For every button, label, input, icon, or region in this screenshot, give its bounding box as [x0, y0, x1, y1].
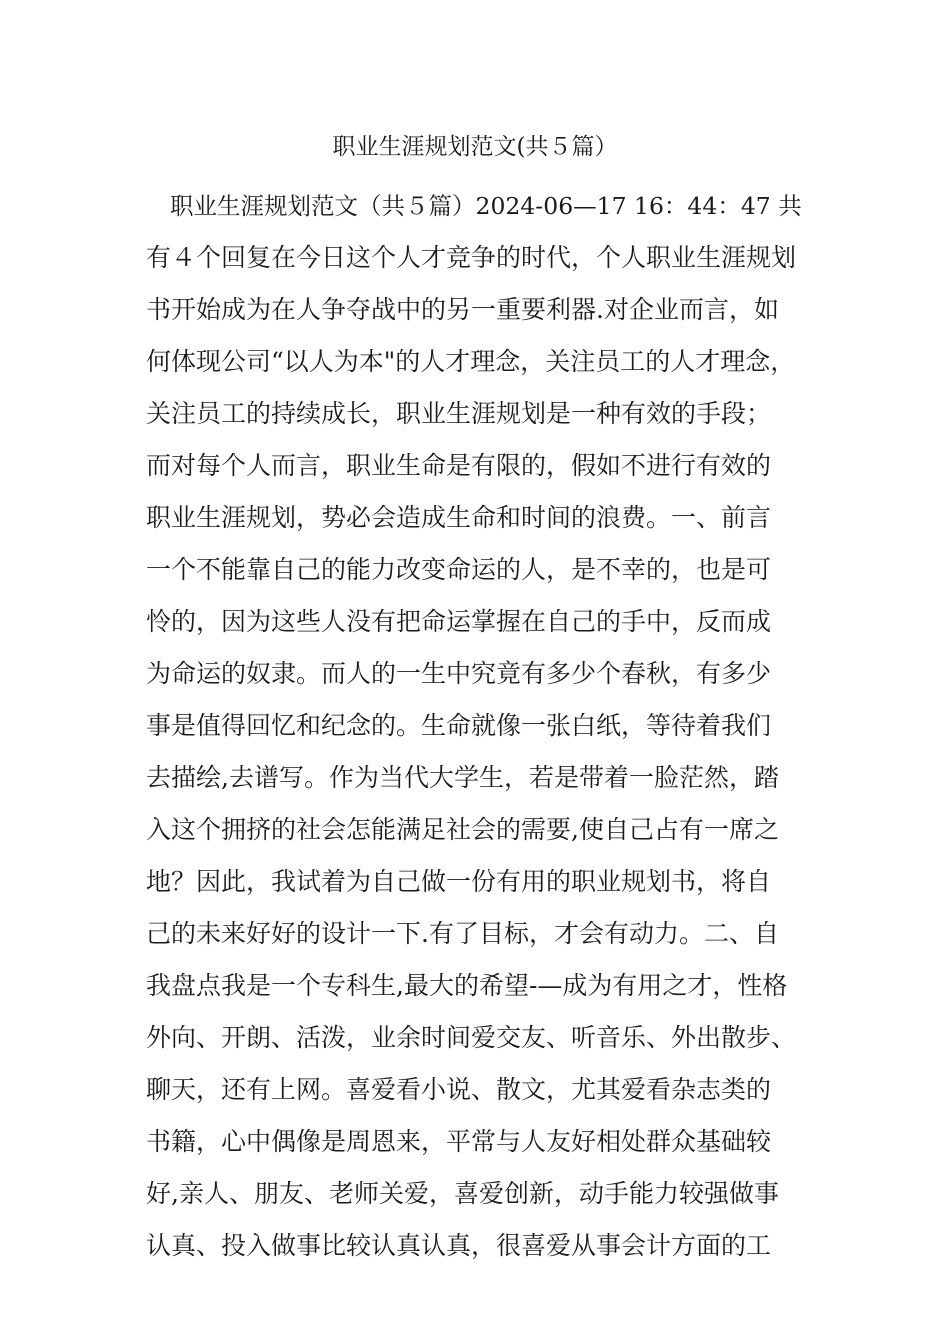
body-line: 为命运的奴隶。而人的一生中究竟有多少个春秋，有多少: [146, 659, 772, 688]
body-line: 聊天，还有上网。喜爱看小说、散文，尤其爱看杂志类的: [146, 1075, 772, 1104]
body-line: 事是值得回忆和纪念的。生命就像一张白纸，等待着我们: [146, 711, 772, 740]
body-line: 入这个拥挤的社会怎能满足社会的需要,使自己占有一席之: [146, 815, 779, 844]
body-line: 何体现公司“以人为本"的人才理念，关注员工的人才理念，: [146, 347, 796, 376]
body-line: 认真、投入做事比较认真认真，很喜爱从事会计方面的工: [146, 1231, 772, 1260]
body-line: 去描绘,去谱写。作为当代大学生，若是带着一脸茫然，踏: [146, 763, 779, 792]
body-line: 书开始成为在人争夺战中的另一重要利器.对企业而言，如: [146, 295, 779, 324]
body-line: 书籍，心中偶像是周恩来，平常与人友好相处群众基础较: [146, 1127, 772, 1156]
body-line: 好,亲人、朋友、老师关爱，喜爱创新，动手能力较强做事: [146, 1179, 779, 1208]
body-line: 职业生涯规划范文（共５篇）2024-06—17 16：44：47 共: [170, 192, 802, 220]
body-line: 一个不能靠自己的能力改变命运的人，是不幸的，也是可: [146, 555, 772, 584]
document-title: 职业生涯规划范文(共５篇）: [332, 134, 618, 160]
body-line: 有４个回复在今日这个人才竞争的时代，个人职业生涯规划: [146, 243, 797, 272]
body-line: 怜的，因为这些人没有把命运掌握在自己的手中，反而成: [146, 607, 772, 636]
body-line: 职业生涯规划，势必会造成生命和时间的浪费。一、前言: [146, 503, 772, 532]
body-line: 己的未来好好的设计一下.有了目标，才会有动力。二、自: [146, 919, 779, 948]
body-line: 地？因此，我试着为自己做一份有用的职业规划书，将自: [146, 867, 772, 896]
body-line: 而对每个人而言，职业生命是有限的，假如不进行有效的: [146, 451, 772, 480]
body-line: 外向、开朗、活泼，业余时间爱交友、听音乐、外出散步、: [146, 1023, 797, 1052]
body-line: 我盘点我是一个专科生,最大的希望-—成为有用之才，性格: [146, 971, 788, 1000]
body-line: 关注员工的持续成长，职业生涯规划是一种有效的手段；: [146, 399, 772, 428]
